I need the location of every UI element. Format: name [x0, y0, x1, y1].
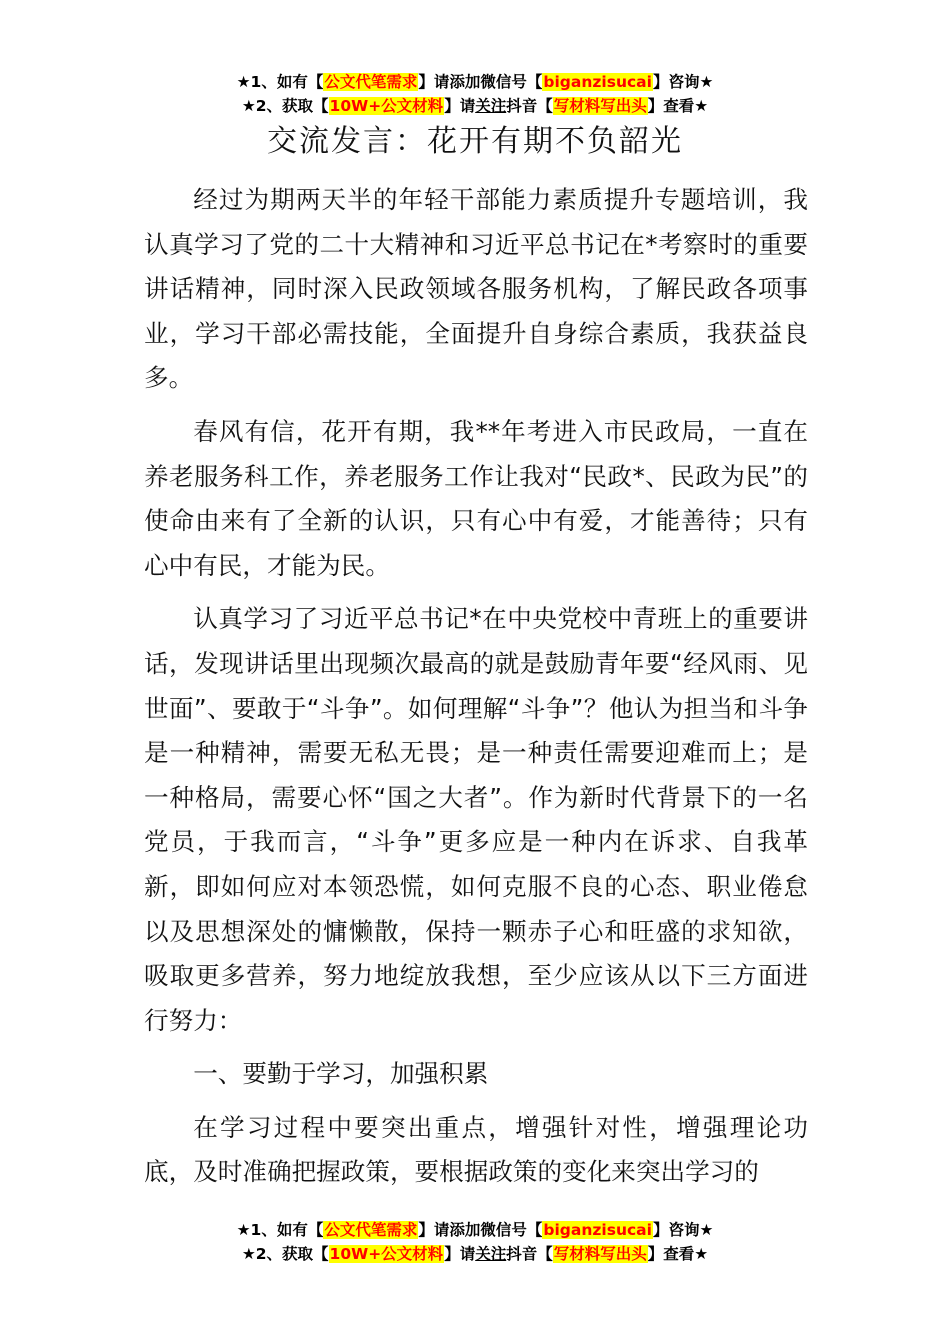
footer-banner [0, 1218, 950, 1266]
banner-text: ★2、获取【 [241, 1245, 329, 1263]
document-body [144, 178, 808, 1204]
banner-text: 微信号【 [480, 1221, 543, 1239]
paragraph: 在学习过程中要突出重点，增强针对性，增强理论功底，及时准确把握政策，要根据政策的变化来突出学习的 [144, 1112, 808, 1187]
paragraph: 春风有信，花开有期，我**年考进入市民政局，一直在养老服务科工作，养老服务工作让我对“民政*、民政为民”的使命由来有了全新的认识，只有心中有爱，才能善待；只有心中有民，才能为民。 [144, 416, 808, 580]
banner-text: ★1、如有【 [236, 73, 324, 91]
banner-text: 抖音【 [506, 1245, 553, 1263]
banner-emphasis: 关注 [475, 1245, 507, 1263]
paragraph: 经过为期两天半的年轻干部能力素质提升专题培训，我认真学习了党的二十大精神和习近平总书记在*考察时的重要讲话精神，同时深入民政领域各服务机构，了解民政各项事业，学习干部必需技能，全面提升自身综合素质，我获益良多。 [144, 185, 808, 393]
highlight-douyin-account: 写材料写出头 [553, 1245, 647, 1263]
banner-emphasis: 添加 [449, 73, 481, 91]
highlight-ghost-writing: 公文代笔需求 [324, 1221, 418, 1239]
banner-text: 】查看★ [647, 1245, 709, 1263]
highlight-materials: 10W+公文材料 [329, 97, 444, 115]
banner-text: 微信号【 [480, 73, 543, 91]
banner-text: 】请 [418, 73, 450, 91]
document-title: 交流发言：花开有期不负韶光 [267, 124, 683, 159]
highlight-douyin-account: 写材料写出头 [553, 97, 647, 115]
highlight-materials: 10W+公文材料 [329, 1245, 444, 1263]
banner-text: 】请 [418, 1221, 450, 1239]
banner-text: 】请 [444, 1245, 476, 1263]
banner-text: 】咨询★ [652, 1221, 714, 1239]
banner-text: 】咨询★ [652, 73, 714, 91]
highlight-ghost-writing: 公文代笔需求 [324, 73, 418, 91]
banner-text: ★2、获取【 [241, 97, 329, 115]
banner-line-1 [0, 1218, 950, 1242]
paragraph: 认真学习了习近平总书记*在中央党校中青班上的重要讲话，发现讲话里出现频次最高的就是鼓励青年要“经风雨、见世面”、要敢于“斗争”。如何理解“斗争”？他认为担当和斗争是一种精神，需要无私无畏；是一种责任需要迎难而上；是一种格局，需要心怀“国之大者”。作为新时代背景下的一名党员，于我而言，“斗争”更多应是一种内在诉求、自我革新，即如何应对本领恐慌，如何克服不良的心态、职业倦怠以及思想深处的慵懒散，保持一颗赤子心和旺盛的求知欲，吸取更多营养，努力地绽放我想，至少应该从以下三方面进行努力： [144, 604, 808, 1035]
banner-line-2 [0, 94, 950, 118]
banner-line-1 [0, 70, 950, 94]
section-heading: 一、要勤于学习，加强积累 [193, 1059, 489, 1089]
banner-emphasis: 关注 [475, 97, 507, 115]
banner-text: 】请 [444, 97, 476, 115]
banner-emphasis: 添加 [449, 1221, 481, 1239]
banner-text: 】查看★ [647, 97, 709, 115]
banner-text: 抖音【 [506, 97, 553, 115]
banner-text: ★1、如有【 [236, 1221, 324, 1239]
highlight-wechat-id: biganzisucai [543, 1221, 652, 1239]
highlight-wechat-id: biganzisucai [543, 73, 652, 91]
banner-line-2 [0, 1242, 950, 1266]
header-banner [0, 70, 950, 118]
